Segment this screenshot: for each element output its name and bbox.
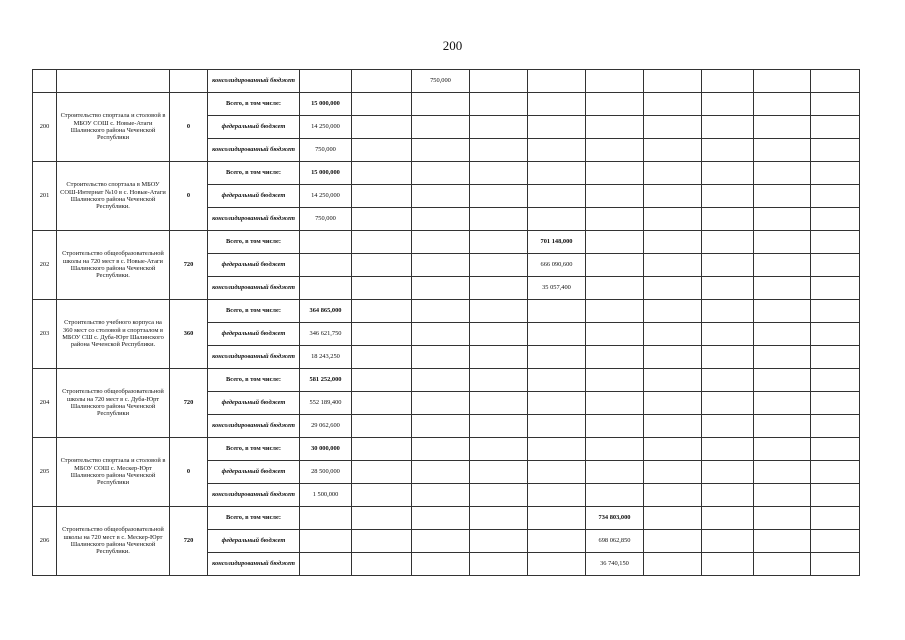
table-cell [811,346,860,369]
budget-label-total: Всего, в том числе: [208,369,300,392]
table-cell [702,507,754,530]
table-cell [33,70,57,93]
capacity: 720 [170,369,208,438]
value-cell: 30 000,000 [300,438,352,461]
table-cell [528,392,586,415]
table-cell [352,231,412,254]
value-cell: 698 062,850 [586,530,644,553]
table-cell [811,461,860,484]
table-cell [702,346,754,369]
table-cell [586,484,644,507]
table-cell [644,300,702,323]
table-cell [644,116,702,139]
table-cell [644,70,702,93]
table-cell [528,530,586,553]
budget-label-consolidated: консолидированный бюджет [208,139,300,162]
table-cell [352,415,412,438]
table-cell [754,139,811,162]
table-cell [57,70,170,93]
table-cell [412,438,470,461]
object-name: Строительство общеобразовательной школы на 720 мест в с. Дуба-Юрт Шалинского района Чеченской Республики [57,369,170,438]
value-cell: 18 243,250 [300,346,352,369]
capacity: 0 [170,93,208,162]
table-cell [528,139,586,162]
table-cell [644,323,702,346]
table-cell [644,461,702,484]
table-cell [811,185,860,208]
table-cell [528,553,586,576]
budget-label-federal: федеральный бюджет [208,116,300,139]
table-cell [352,208,412,231]
table-cell [412,139,470,162]
table-cell [470,254,528,277]
table-cell [702,70,754,93]
value-cell: 750,000 [300,208,352,231]
table-cell [352,484,412,507]
budget-label-federal: федеральный бюджет [208,392,300,415]
table-cell [811,369,860,392]
table-cell [528,369,586,392]
budget-label-total: Всего, в том числе: [208,231,300,254]
table-cell [352,93,412,116]
table-cell [702,162,754,185]
table-cell [702,392,754,415]
table-cell [586,300,644,323]
table-cell [528,93,586,116]
table-cell [412,461,470,484]
row-number: 206 [33,507,57,576]
table-cell [644,415,702,438]
table-cell [300,507,352,530]
table-cell [702,254,754,277]
object-name: Строительство общеобразовательной школы на 720 мест в с. Новые-Атаги Шалинского района Чеченской Республики. [57,231,170,300]
table-cell [412,185,470,208]
table-cell [811,116,860,139]
table-cell [644,530,702,553]
table-cell [470,300,528,323]
capacity: 360 [170,300,208,369]
object-name: Строительство спортзала и столовой в МБОУ СОШ с. Мескер-Юрт Шалинского района Чеченской Республики [57,438,170,507]
table-row [33,369,860,392]
table-cell [412,530,470,553]
value-cell: 35 057,400 [528,277,586,300]
table-cell [811,162,860,185]
table-cell [702,323,754,346]
table-cell [470,162,528,185]
table-cell [754,392,811,415]
table-cell [412,392,470,415]
table-cell [170,70,208,93]
table-cell [528,484,586,507]
budget-label-consolidated: консолидированный бюджет [208,484,300,507]
table-cell [702,277,754,300]
capacity: 0 [170,162,208,231]
table-cell [300,553,352,576]
value-cell: 750,000 [300,139,352,162]
table-cell [754,369,811,392]
table-cell [754,277,811,300]
budget-label-consolidated: консолидированный бюджет [208,553,300,576]
table-cell [754,346,811,369]
table-cell [644,185,702,208]
table-cell [352,461,412,484]
table-cell [470,208,528,231]
table-cell [412,323,470,346]
table-cell [702,116,754,139]
table-cell [586,70,644,93]
budget-label-consolidated: консолидированный бюджет [208,70,300,93]
table-cell [702,369,754,392]
table-cell [754,162,811,185]
table-cell [586,254,644,277]
table-cell [754,70,811,93]
table-cell [586,461,644,484]
table-cell [644,162,702,185]
table-cell [644,93,702,116]
table-cell [586,392,644,415]
value-cell: 364 865,000 [300,300,352,323]
table-cell [412,93,470,116]
table-cell [412,277,470,300]
table-cell [528,461,586,484]
budget-label-total: Всего, в том числе: [208,93,300,116]
table-cell [412,116,470,139]
table-cell [702,415,754,438]
table-cell [528,415,586,438]
table-cell [470,93,528,116]
table-cell [644,369,702,392]
budget-label-consolidated: консолидированный бюджет [208,277,300,300]
table-cell [644,346,702,369]
object-name: Строительство спортзала и столовой в МБОУ СОШ с. Новые-Атаги Шалинского района Чеченской Республики [57,93,170,162]
table-cell [754,231,811,254]
table-cell [470,323,528,346]
table-cell [644,231,702,254]
table-cell [528,70,586,93]
table-cell [754,553,811,576]
table-cell [352,139,412,162]
budget-label-total: Всего, в том числе: [208,438,300,461]
table-cell [412,162,470,185]
value-cell: 14 250,000 [300,116,352,139]
value-cell: 15 000,000 [300,162,352,185]
page-number: 200 [442,38,463,53]
table-cell [352,507,412,530]
table-cell [644,254,702,277]
table-cell [352,185,412,208]
budget-label-consolidated: консолидированный бюджет [208,208,300,231]
table-cell [528,208,586,231]
table-cell [754,254,811,277]
table-cell [811,277,860,300]
table-cell [412,553,470,576]
table-cell [412,254,470,277]
table-cell [754,438,811,461]
table-cell [702,461,754,484]
table-cell [352,116,412,139]
table-cell [412,231,470,254]
table-cell [352,530,412,553]
table-cell [470,553,528,576]
table-cell [470,185,528,208]
object-name: Строительство спортзала в МБОУ СОШ-Интернат №10 в с. Новые-Атаги Шалинского района Чеченской Республики. [57,162,170,231]
table-cell [754,323,811,346]
table-row [33,300,860,323]
value-cell: 346 621,750 [300,323,352,346]
budget-label-consolidated: консолидированный бюджет [208,346,300,369]
value-cell: 36 740,150 [586,553,644,576]
budget-label-federal: федеральный бюджет [208,254,300,277]
capacity: 720 [170,231,208,300]
budget-label-federal: федеральный бюджет [208,323,300,346]
table-cell [470,530,528,553]
table-cell [352,277,412,300]
table-cell [300,530,352,553]
table-cell [754,530,811,553]
table-cell [352,438,412,461]
table-cell [470,231,528,254]
table-cell [528,300,586,323]
table-cell [754,507,811,530]
value-cell: 29 062,600 [300,415,352,438]
table-cell [811,70,860,93]
table-cell [702,139,754,162]
table-cell [352,392,412,415]
row-number: 204 [33,369,57,438]
table-cell [470,438,528,461]
table-cell [702,530,754,553]
table-cell [702,93,754,116]
table-cell [300,277,352,300]
budget-label-federal: федеральный бюджет [208,461,300,484]
budget-label-federal: федеральный бюджет [208,185,300,208]
table-cell [528,162,586,185]
table-cell [702,438,754,461]
table-cell [754,484,811,507]
table-cell [300,231,352,254]
capacity: 720 [170,507,208,576]
table-cell [586,185,644,208]
budget-label-total: Всего, в том числе: [208,162,300,185]
row-number: 200 [33,93,57,162]
budget-table [32,69,860,576]
table-cell [811,415,860,438]
table-cell [811,530,860,553]
table-cell [470,484,528,507]
table-cell [754,461,811,484]
table-cell [586,116,644,139]
table-cell [412,507,470,530]
table-cell [470,461,528,484]
table-cell [352,369,412,392]
table-cell [586,162,644,185]
table-cell [811,553,860,576]
budget-label-total: Всего, в том числе: [208,300,300,323]
table-cell [644,507,702,530]
table-cell [586,231,644,254]
table-cell [300,70,352,93]
table-cell [470,507,528,530]
table-cell [586,346,644,369]
table-cell [754,300,811,323]
table-cell [754,93,811,116]
table-cell [352,553,412,576]
table-row [33,93,860,116]
table-cell [811,93,860,116]
table-cell [528,116,586,139]
table-cell [528,185,586,208]
value-cell: 666 090,600 [528,254,586,277]
table-cell [528,438,586,461]
budget-label-total: Всего, в том числе: [208,507,300,530]
row-number: 202 [33,231,57,300]
table-cell [352,323,412,346]
table-cell [586,277,644,300]
table-cell [470,277,528,300]
table-cell [586,438,644,461]
table-cell [644,208,702,231]
table-cell [352,254,412,277]
value-cell: 1 500,000 [300,484,352,507]
table-cell [754,208,811,231]
table-cell [644,392,702,415]
table-cell [754,185,811,208]
table-cell [352,70,412,93]
table-cell [811,139,860,162]
table-cell [352,300,412,323]
table-cell [644,484,702,507]
object-name: Строительство общеобразовательной школы на 720 мест в с. Мескер-Юрт Шалинского района Чеченской Республики. [57,507,170,576]
table-cell [811,300,860,323]
value-cell: 734 803,000 [586,507,644,530]
table-cell [352,346,412,369]
table-row [33,162,860,185]
table-cell [644,277,702,300]
value-cell: 15 000,000 [300,93,352,116]
table-cell [586,369,644,392]
table-cell [702,553,754,576]
table-cell [702,484,754,507]
table-cell [754,116,811,139]
table-cell [412,346,470,369]
table-cell [811,392,860,415]
table-cell [470,369,528,392]
table-cell [586,415,644,438]
value-cell: 581 252,000 [300,369,352,392]
table-cell [470,415,528,438]
table-cell [586,93,644,116]
table-cell [811,208,860,231]
table-cell [586,323,644,346]
table-cell [412,369,470,392]
value-cell: 701 148,000 [528,231,586,254]
table-cell [644,553,702,576]
table-cell [702,300,754,323]
table-cell [644,139,702,162]
table-cell [528,323,586,346]
table-cell [811,231,860,254]
budget-label-consolidated: консолидированный бюджет [208,415,300,438]
object-name: Строительство учебного корпуса на 360 мест со столовой и спортзалом в МБОУ СШ с. Дуба-Юрт Шалинского района Чеченской Республики. [57,300,170,369]
table-cell [811,254,860,277]
table-cell [470,346,528,369]
table-cell [586,139,644,162]
row-number: 201 [33,162,57,231]
table-cell [412,300,470,323]
value-cell: 750,000 [412,70,470,93]
table-cell [702,231,754,254]
table-cell [702,208,754,231]
table-cell [470,139,528,162]
table-cell [811,507,860,530]
table-body [33,70,860,576]
table-cell [644,438,702,461]
row-number: 205 [33,438,57,507]
row-number: 203 [33,300,57,369]
table-cell [300,254,352,277]
table-row [33,438,860,461]
table-cell [412,208,470,231]
table-cell [528,507,586,530]
table-cell [586,208,644,231]
table-cell [702,185,754,208]
table-cell [412,415,470,438]
table-row [33,507,860,530]
table-cell [470,392,528,415]
capacity: 0 [170,438,208,507]
value-cell: 14 250,000 [300,185,352,208]
table-cell [412,484,470,507]
table-cell [811,484,860,507]
table-cell [352,162,412,185]
table-cell [470,116,528,139]
table-cell [811,323,860,346]
table-cell [528,346,586,369]
table-cell [811,438,860,461]
budget-label-federal: федеральный бюджет [208,530,300,553]
table-row [33,70,860,93]
table-cell [754,415,811,438]
value-cell: 28 500,000 [300,461,352,484]
table-row [33,231,860,254]
table-cell [470,70,528,93]
value-cell: 552 189,400 [300,392,352,415]
